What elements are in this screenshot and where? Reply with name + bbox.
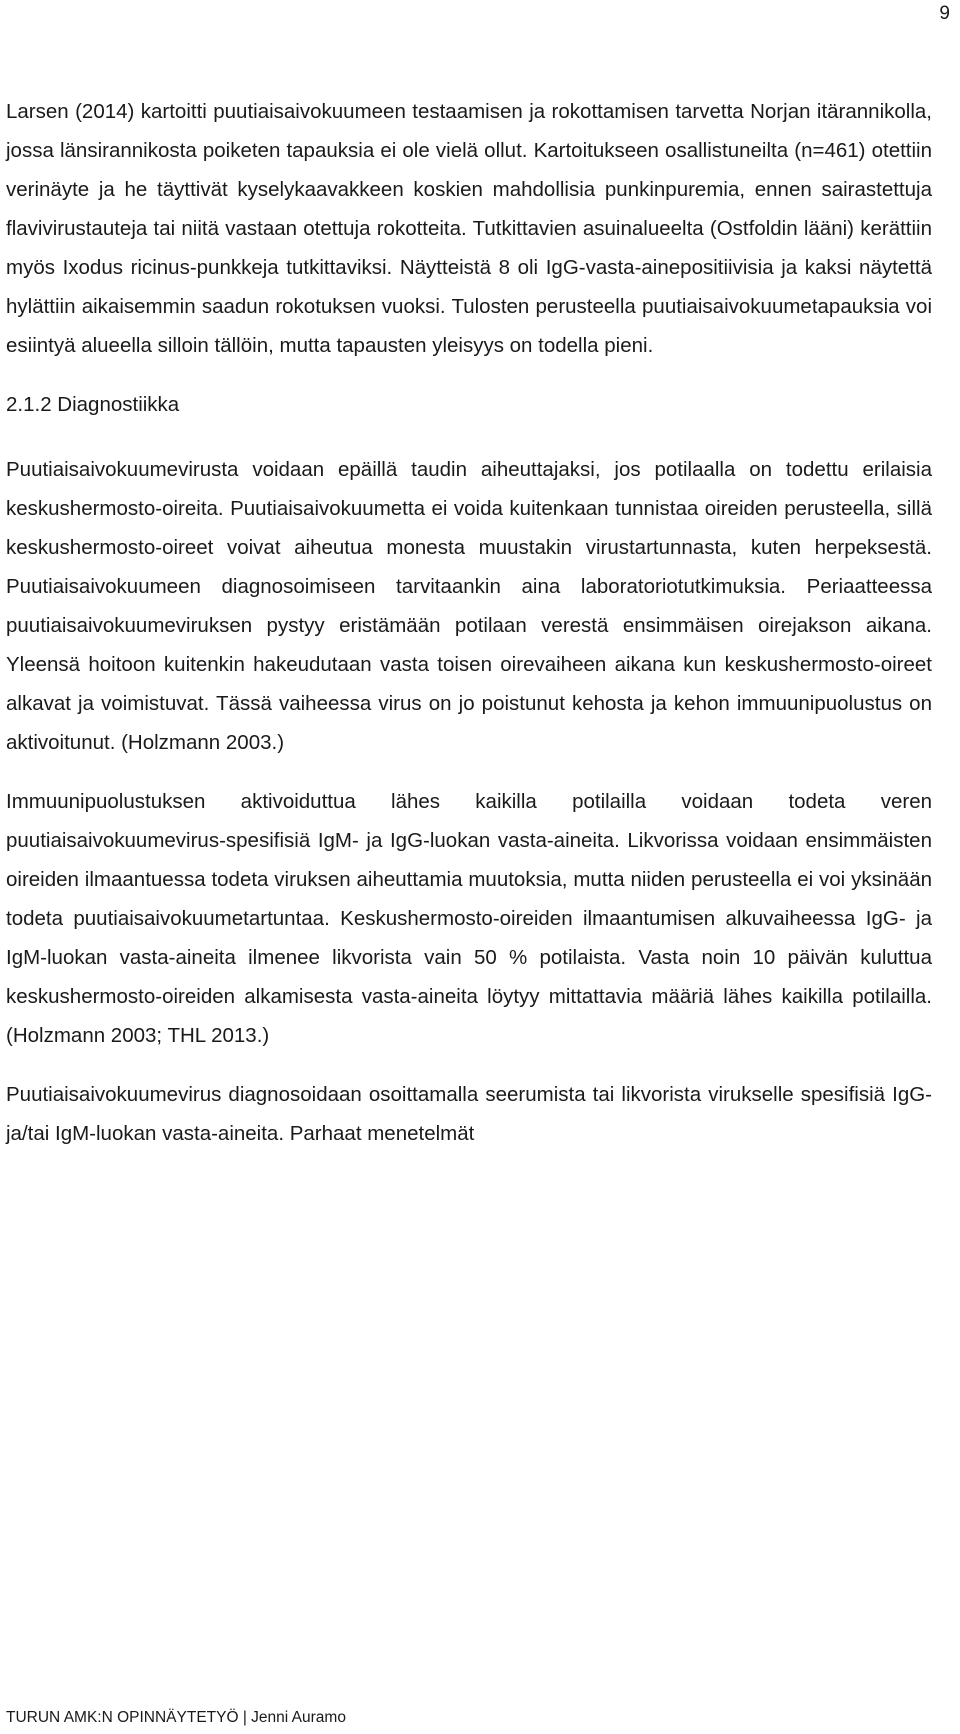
page-footer: TURUN AMK:N OPINNÄYTETYÖ | Jenni Auramo (6, 1709, 346, 1726)
document-body (6, 92, 932, 1153)
section-heading: 2.1.2 Diagnostiikka (6, 393, 180, 416)
paragraph-diagnosis-methods: Puutiaisaivokuumevirus diagnosoidaan osoittamalla seerumista tai likvorista virukselle spesifisiä IgG- ja/tai IgM-luokan vasta-aineita. Parhaat menetelmät (6, 1083, 932, 1145)
paragraph-larsen-study: Larsen (2014) kartoitti puutiaisaivokuumeen testaamisen ja rokottamisen tarvetta Norjan itärannikolla, jossa länsirannikosta poiketen tapauksia ei ole vielä ollut. Kartoitukseen osallistuneilta (n=461) otettiin verinäyte ja he täyttivät kyselykaavakkeen koskien mahdollisia punkinpuremia, ennen sairastettuja flavivirustauteja tai niitä vastaan otettuja rokotteita. Tutkittavien asuinalueelta (Ostfoldin lääni) kerättiin myös Ixodus ricinus-punkkeja tutkittaviksi. Näytteistä 8 oli IgG-vasta-ainepositiivisia ja kaksi näytettä hylättiin aikaisemmin saadun rokotuksen vuoksi. Tulosten perusteella puutiaisaivokuumetapauksia voi esiintyä alueella silloin tällöin, mutta tapausten yleisyys on todella pieni. (6, 100, 932, 357)
page-number: 9 (939, 3, 950, 24)
paragraph-immune-response: Immuunipuolustuksen aktivoiduttua lähes kaikilla potilailla voidaan todeta veren puutiaisaivokuumevirus-spesifisiä IgM- ja IgG-luokan vasta-aineita. Likvorissa voidaan ensimmäisten oireiden ilmaantuessa todeta viruksen aiheuttamia muutoksia, mutta niiden perusteella ei voi yksinään todeta puutiaisaivokuumetartuntaa. Keskushermosto-oireiden ilmaantumisen alkuvaiheessa IgG- ja IgM-luokan vasta-aineita ilmenee likvorista vain 50 % potilaista. Vasta noin 10 päivän kuluttua keskushermosto-oireiden alkamisesta vasta-aineita löytyy mittattavia määriä lähes kaikilla potilailla. (Holzmann 2003; THL 2013.) (6, 790, 932, 1047)
paragraph-diagnostics: Puutiaisaivokuumevirusta voidaan epäillä taudin aiheuttajaksi, jos potilaalla on todettu erilaisia keskushermosto-oireita. Puutiaisaivokuumetta ei voida kuitenkaan tunnistaa oireiden perusteella, sillä keskushermosto-oireet voivat aiheutua monesta muustakin virustartunnasta, kuten herpeksestä. Puutiaisaivokuumeen diagnosoimiseen tarvitaankin aina laboratoriotutkimuksia. Periaatteessa puutiaisaivokuumeviruksen pystyy eristämään potilaan verestä ensimmäisen oirejakson aikana. Yleensä hoitoon kuitenkin hakeudutaan vasta toisen oirevaiheen aikana kun keskushermosto-oireet alkavat ja voimistuvat. Tässä vaiheessa virus on jo poistunut kehosta ja kehon immuunipuolustus on aktivoitunut. (Holzmann 2003.) (6, 458, 932, 754)
